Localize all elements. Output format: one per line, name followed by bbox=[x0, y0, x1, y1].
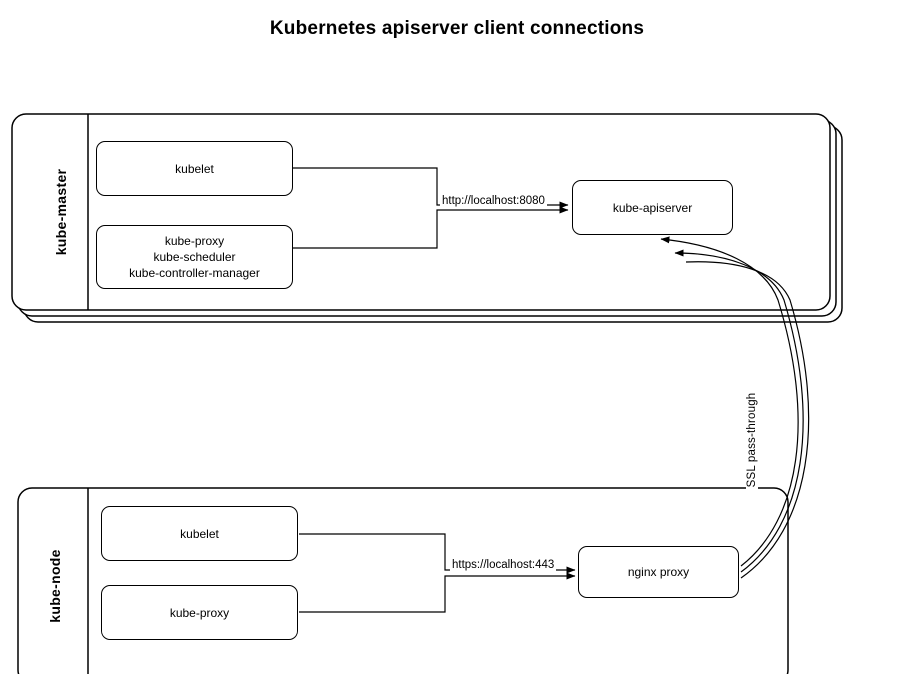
edge-label-master-local-http: http://localhost:8080 bbox=[442, 195, 545, 207]
edge-label-node-local-https: https://localhost:443 bbox=[452, 559, 555, 571]
group-label-kube-master: kube-master bbox=[53, 168, 69, 256]
component-label: kube-proxy bbox=[169, 605, 230, 620]
component-kube-apiserver[interactable] bbox=[572, 180, 733, 235]
edge-label-ssl-tunnel: SSL pass-through bbox=[746, 385, 758, 495]
component-master-kubelet[interactable] bbox=[96, 141, 293, 196]
component-label: kubelet bbox=[180, 526, 219, 541]
component-nginx-proxy[interactable] bbox=[578, 546, 739, 598]
component-node-kubelet[interactable] bbox=[101, 506, 298, 561]
component-label-line-3: kube-controller-manager bbox=[129, 266, 260, 280]
component-label-line-1: kube-proxy bbox=[164, 234, 225, 248]
component-label-line-2: kube-scheduler bbox=[153, 250, 236, 264]
component-master-proxy-stack[interactable] bbox=[96, 225, 293, 289]
component-label: nginx proxy bbox=[627, 565, 690, 579]
component-label: kube-apiserver bbox=[612, 200, 693, 215]
page-title: Kubernetes apiserver client connections bbox=[269, 18, 645, 39]
group-label-kube-node: kube-node bbox=[47, 549, 63, 623]
component-node-kube-proxy[interactable] bbox=[101, 585, 298, 640]
component-label: kubelet bbox=[175, 161, 214, 176]
